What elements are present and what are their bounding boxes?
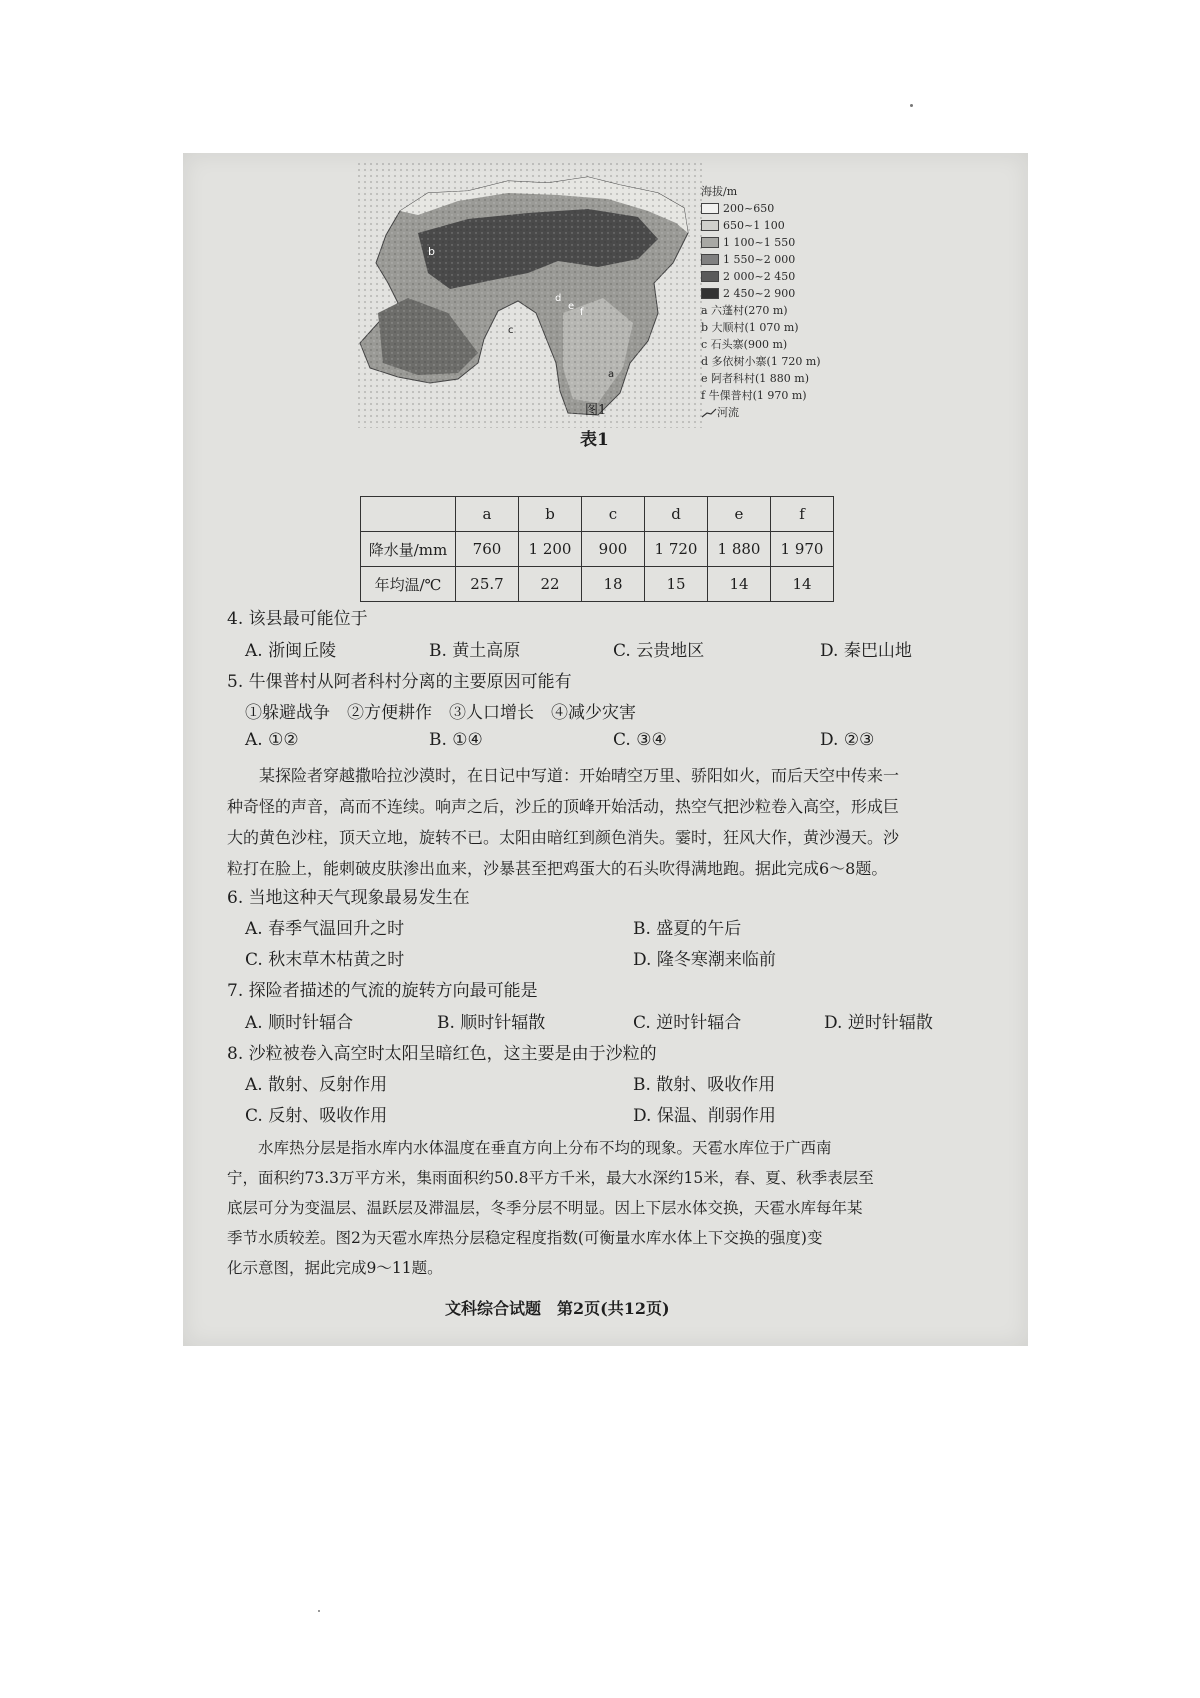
table-title: 表1	[580, 430, 609, 450]
legend-label: 2 450~2 900	[723, 287, 796, 300]
relief-map	[358, 163, 703, 428]
legend-swatch	[701, 271, 719, 282]
legend-village: f 牛倮普村(1 970 m)	[701, 389, 807, 402]
q5-option-b: B. ①④	[429, 730, 483, 750]
map-marker-e: e	[568, 301, 575, 312]
legend-swatch	[701, 203, 719, 214]
passage-line: 化示意图，据此完成9～11题。	[227, 1259, 443, 1277]
map-legend	[701, 183, 881, 421]
figure-caption: 图1	[585, 403, 607, 418]
legend-label: 200~650	[723, 202, 775, 215]
legend-swatch	[701, 220, 719, 231]
q4-option-d: D. 秦巴山地	[820, 641, 912, 661]
passage-desert	[227, 760, 997, 884]
q8-option-a: A. 散射、反射作用	[245, 1075, 388, 1095]
table-cell: 1 200	[519, 532, 582, 567]
q6-option-d: D. 隆冬寒潮来临前	[633, 950, 776, 970]
table-cell: 1 970	[771, 532, 834, 567]
q6-stem: 6. 当地这种天气现象最易发生在	[227, 888, 470, 908]
legend-item	[701, 234, 881, 251]
table-cell: 降水量/mm	[361, 532, 456, 567]
legend-label: 650~1 100	[723, 219, 785, 232]
legend-village: d 多依树小寨(1 720 m)	[701, 355, 821, 368]
legend-label: 1 100~1 550	[723, 236, 796, 249]
q4-stem: 4. 该县最可能位于	[227, 609, 368, 629]
map-marker-f: f	[580, 307, 584, 318]
q6-option-b: B. 盛夏的午后	[633, 919, 742, 939]
table-cell: 1 880	[708, 532, 771, 567]
passage-line: 季节水质较差。图2为天雹水库热分层稳定程度指数(可衡量水库水体上下交换的强度)变	[227, 1229, 823, 1247]
legend-swatch	[701, 288, 719, 299]
map-marker-a: a	[608, 369, 615, 380]
q8-stem: 8. 沙粒被卷入高空时太阳呈暗红色，这主要是由于沙粒的	[227, 1044, 657, 1064]
table-cell: 1 720	[645, 532, 708, 567]
legend-village: e 阿者科村(1 880 m)	[701, 372, 810, 385]
q8-option-c: C. 反射、吸收作用	[245, 1106, 388, 1126]
table-cell: 18	[582, 567, 645, 602]
table-cell: a	[456, 497, 519, 532]
table-cell: f	[771, 497, 834, 532]
table-cell: b	[519, 497, 582, 532]
q5-option-d: D. ②③	[820, 730, 875, 750]
passage-line: 种奇怪的声音，高而不连续。响声之后，沙丘的顶峰开始活动，热空气把沙粒卷入高空，形成巨	[227, 797, 900, 816]
speck-top	[910, 104, 913, 107]
legend-item	[701, 251, 881, 268]
q7-option-a: A. 顺时针辐合	[245, 1013, 354, 1033]
passage-line: 某探险者穿越撒哈拉沙漠时，在日记中写道：开始晴空万里、骄阳如火，而后天空中传来一	[259, 766, 900, 785]
legend-river	[701, 404, 881, 421]
legend-village: b 大顺村(1 070 m)	[701, 321, 799, 334]
table-cell: 25.7	[456, 567, 519, 602]
table-cell: c	[582, 497, 645, 532]
speck-bottom	[318, 1610, 320, 1612]
passage-line: 大的黄色沙柱，顶天立地，旋转不已。太阳由暗红到颜色消失。霎时，狂风大作，黄沙漫天。沙	[227, 828, 900, 847]
legend-label: 2 000~2 450	[723, 270, 796, 283]
legend-item	[701, 268, 881, 285]
legend-river-label: 河流	[717, 406, 739, 419]
legend-item	[701, 217, 881, 234]
q7-option-b: B. 顺时针辐散	[437, 1013, 546, 1033]
table-row	[361, 567, 834, 602]
page-footer: 文科综合试题 第2页(共12页)	[445, 1299, 670, 1318]
legend-swatch	[701, 237, 719, 248]
passage-line: 水库热分层是指水库内水体温度在垂直方向上分布不均的现象。天雹水库位于广西南	[258, 1139, 832, 1157]
q5-option-a: A. ①②	[245, 730, 299, 750]
legend-item	[701, 200, 881, 217]
q7-option-d: D. 逆时针辐散	[824, 1013, 933, 1033]
table-row	[361, 532, 834, 567]
legend-label: 1 550~2 000	[723, 253, 796, 266]
table-cell: d	[645, 497, 708, 532]
table-cell: 22	[519, 567, 582, 602]
climate-table	[360, 496, 834, 602]
legend-title: 海拔/m	[701, 185, 738, 198]
q7-stem: 7. 探险者描述的气流的旋转方向最可能是	[227, 981, 538, 1001]
q8-option-d: D. 保温、削弱作用	[633, 1106, 776, 1126]
exam-page	[183, 153, 1028, 1346]
q6-option-c: C. 秋末草木枯黄之时	[245, 950, 405, 970]
table-cell	[361, 497, 456, 532]
q5-stem: 5. 牛倮普村从阿者科村分离的主要原因可能有	[227, 672, 572, 692]
table-cell: 900	[582, 532, 645, 567]
table-cell: 14	[708, 567, 771, 602]
q4-option-c: C. 云贵地区	[613, 641, 705, 661]
table-cell: e	[708, 497, 771, 532]
legend-village: c 石头寨(900 m)	[701, 338, 788, 351]
q7-option-c: C. 逆时针辐合	[633, 1013, 742, 1033]
table-cell: 15	[645, 567, 708, 602]
legend-village: a 六蓬村(270 m)	[701, 304, 788, 317]
table-cell: 14	[771, 567, 834, 602]
q4-option-b: B. 黄土高原	[429, 641, 521, 661]
q8-option-b: B. 散射、吸收作用	[633, 1075, 776, 1095]
legend-swatch	[701, 254, 719, 265]
map-marker-b: b	[428, 245, 435, 258]
passage-line: 宁，面积约73.3万平方米，集雨面积约50.8平方千米，最大水深约15米，春、夏、秋季表层至	[227, 1169, 874, 1187]
map-marker-d: d	[555, 293, 562, 304]
passage-line: 底层可分为变温层、温跃层及滞温层，冬季分层不明显。因上下层水体交换，天雹水库每年某	[227, 1199, 863, 1217]
q5-items: ①躲避战争 ②方便耕作 ③人口增长 ④减少灾害	[245, 703, 636, 723]
river-icon	[701, 408, 717, 418]
q4-option-a: A. 浙闽丘陵	[245, 641, 337, 661]
relief-map-image	[358, 163, 703, 428]
legend-item	[701, 285, 881, 302]
passage-line: 粒打在脸上，能刺破皮肤渗出血来，沙暴甚至把鸡蛋大的石头吹得满地跑。据此完成6～8题。	[227, 859, 888, 878]
q5-option-c: C. ③④	[613, 730, 667, 750]
table-cell: 年均温/℃	[361, 567, 456, 602]
map-texture	[358, 163, 703, 428]
table-cell: 760	[456, 532, 519, 567]
table-header-row	[361, 497, 834, 532]
passage-reservoir	[227, 1133, 997, 1283]
map-marker-c: c	[508, 325, 514, 336]
q6-option-a: A. 春季气温回升之时	[245, 919, 405, 939]
